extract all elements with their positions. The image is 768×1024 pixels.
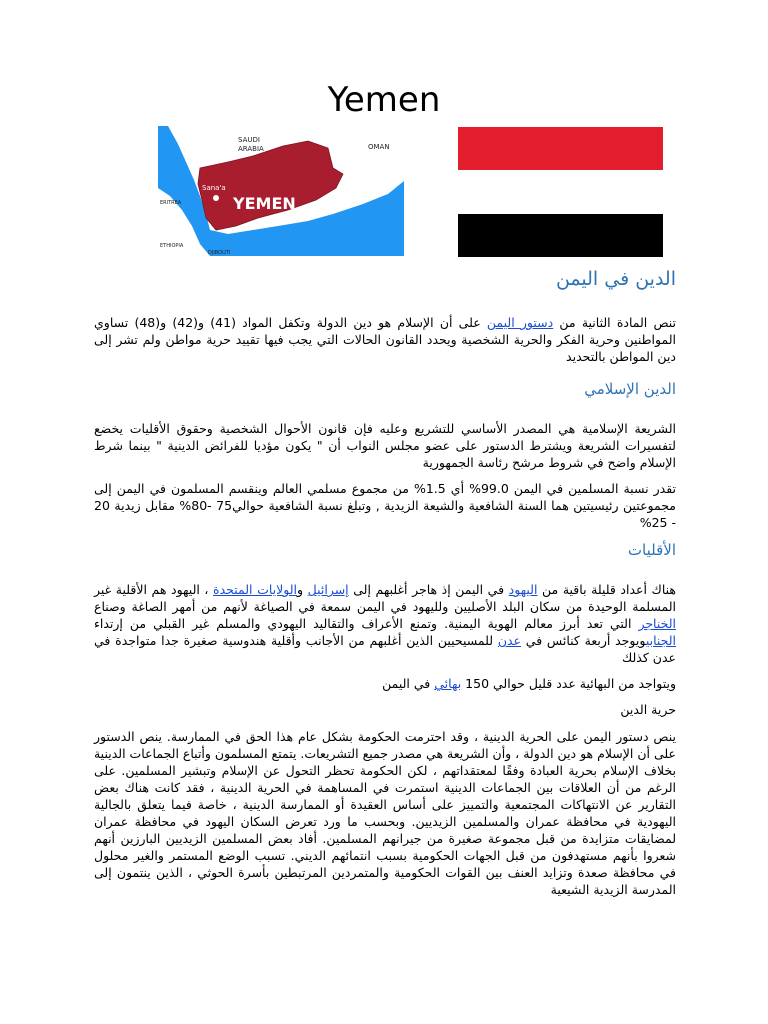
- paragraph-jews: [94, 581, 676, 666]
- paragraph-religious-freedom: ينص دستور اليمن على الحرية الدينية ، وقد احترمت الحكومة بشكل عام هذا الحق في الممارسة. ينص الدستور على أن الإسلام هو دين الدولة ، وأن الشريعة هي مصدر جميع التشريعات. يتمتع المسلمون وأتباع الجماعات الدينية بخلاف الإسلام بحرية العبادة وفقًا لمعتقداتهم ، لكن الحكومة تحظر التحول عن الإسلام وتبشير المسلمين. على الرغم من أن العلاقات بين الجماعات الدينية استمرت في المساهمة في الحرية الدينية ، فقد كانت هناك بعض التقارير عن الانتهاكات المجتمعية والتمييز على أساس العقيدة أو الممارسة الدينية ، خاصة فيما يتعلق بالجالية اليهودية في محافظة عمران والمسلمين الزيديين. وبحسب ما ورد تعرض السكان اليهود في محافظة عمران لمضايقات متزايدة من قبل مجموعة صغيرة من جيرانهم المسلمين. أفاد بعض المسلمين الزيديين البارزين أنهم شعروا بأنهم مستهدفون من قبل الجهات الحكومية بسبب انتمائهم الديني. تسبب الوضع المستمر والغير محلول في محافظة صعدة وتزايد العنف بين القوات الحكومية والمتمردين المرتبطين بأسرة الحوثي ، الذين ينتمون إلى المدرسة الزيدية الشيعية: [93, 729, 676, 897]
- link-yemen-constitution[interactable]: دستور اليمن: [486, 315, 554, 330]
- map-label-oman: OMAN: [368, 143, 390, 151]
- link-israel[interactable]: إسرائيل: [307, 582, 349, 597]
- link-aden[interactable]: عدن: [497, 633, 522, 648]
- link-united-states[interactable]: الولايات المتحدة: [213, 582, 298, 597]
- link-jews[interactable]: اليهود: [508, 582, 538, 597]
- map-label-yemen: YEMEN: [233, 194, 296, 213]
- flag-white-stripe: [458, 170, 663, 214]
- text-run: ويوجد أربعة كنائس في: [521, 633, 646, 648]
- paragraph-freedom-label: حرية الدين: [620, 702, 676, 717]
- paragraph-constitution: [94, 314, 676, 365]
- document-body: [94, 268, 676, 907]
- document-title: Yemen: [327, 80, 441, 120]
- link-janbiya[interactable]: الجنابي: [645, 633, 676, 648]
- map-label-eritrea: ERITREA: [160, 200, 182, 206]
- link-bahai[interactable]: بهائي: [434, 676, 462, 691]
- text-run: التي تعد أبرز معالم الهوية اليمنية. وتمنع الأعراف والتقاليد اليهودي والمسلم غير القبلي من إرتداء: [94, 616, 639, 631]
- yemen-flag: [458, 127, 663, 257]
- text-run: على أن الإسلام هو دين الدولة وتكفل المواد (41) و(42) و(48) تساوي المواطنين وحرية الفكر والحرية الشخصية ويحدد القانون الحالات التي يجب فيها تقييد حرية مواطن ولم تشر إلى دين المواطن بالتحديد: [94, 315, 676, 364]
- text-run: في اليمن إذ هاجر أغلبهم إلى: [348, 582, 509, 597]
- heading-islamic-religion: الدين الإسلامي: [584, 380, 676, 398]
- paragraph-sharia: الشريعة الإسلامية هي المصدر الأساسي للتشريع وعليه فإن قانون الأحوال الشخصية وحقوق الأقليات يخضع لتفسيرات الشريعة ويشترط الدستور على عضو مجلس النواب أن " يكون مؤديا للفرائض الدينية " بينما شرط الإسلام واضح في شروط مرشح رئاسة الجمهورية: [94, 421, 676, 470]
- link-daggers[interactable]: الخناجر: [638, 616, 676, 631]
- paragraph-muslim-percentage: تقدر نسبة المسلمين في اليمن 99.0% أي 1.5% من مجموع مسلمي العالم وينقسم المسلمون في اليمن إلى مجموعتين رئيسيتين هما السنة الشافعية والشيعة الزيدية , وتبلغ نسبة الشافعية حوالي75 -80% مقابل زيدية 20 - 25%: [94, 481, 677, 530]
- text-run: تنص المادة الثانية من: [553, 315, 677, 330]
- text-run: هناك أعداد قليلة باقية من: [537, 582, 677, 597]
- flag-black-stripe: [458, 214, 663, 257]
- map-label-djibouti: DJIBOUTI: [208, 250, 231, 256]
- paragraph-bahai: [94, 675, 676, 692]
- map-sanaa-marker: [213, 195, 219, 201]
- map-label-sanaa: Sana'a: [202, 184, 226, 192]
- text-run: في اليمن: [382, 676, 435, 691]
- text-run: و: [297, 582, 308, 597]
- map-label-ethiopia: ETHIOPIA: [160, 243, 184, 249]
- text-run: ويتواجد من البهائية عدد قليل حوالي 150: [461, 676, 676, 691]
- text-run: للمسيحيين الذين أغلبهم من الأجانب وأقلية هندوسية صغيرة جدا متواجدة في عدن كذلك: [94, 633, 676, 665]
- flag-red-stripe: [458, 127, 663, 170]
- heading-minorities: الأقليات: [627, 541, 676, 559]
- heading-religion-in-yemen: الدين في اليمن: [555, 268, 676, 290]
- text-run: ، اليهود هم الأقلية غير المسلمة الوحيدة من سكان البلد الأصليين ولليهود في اليمن سمعة في الصياغة لأنهم من أمهر الصاغة وصناع: [94, 582, 676, 614]
- map-label-arabia: ARABIA: [238, 145, 264, 153]
- map-label-saudi: SAUDI: [238, 136, 260, 144]
- yemen-map: [158, 126, 404, 256]
